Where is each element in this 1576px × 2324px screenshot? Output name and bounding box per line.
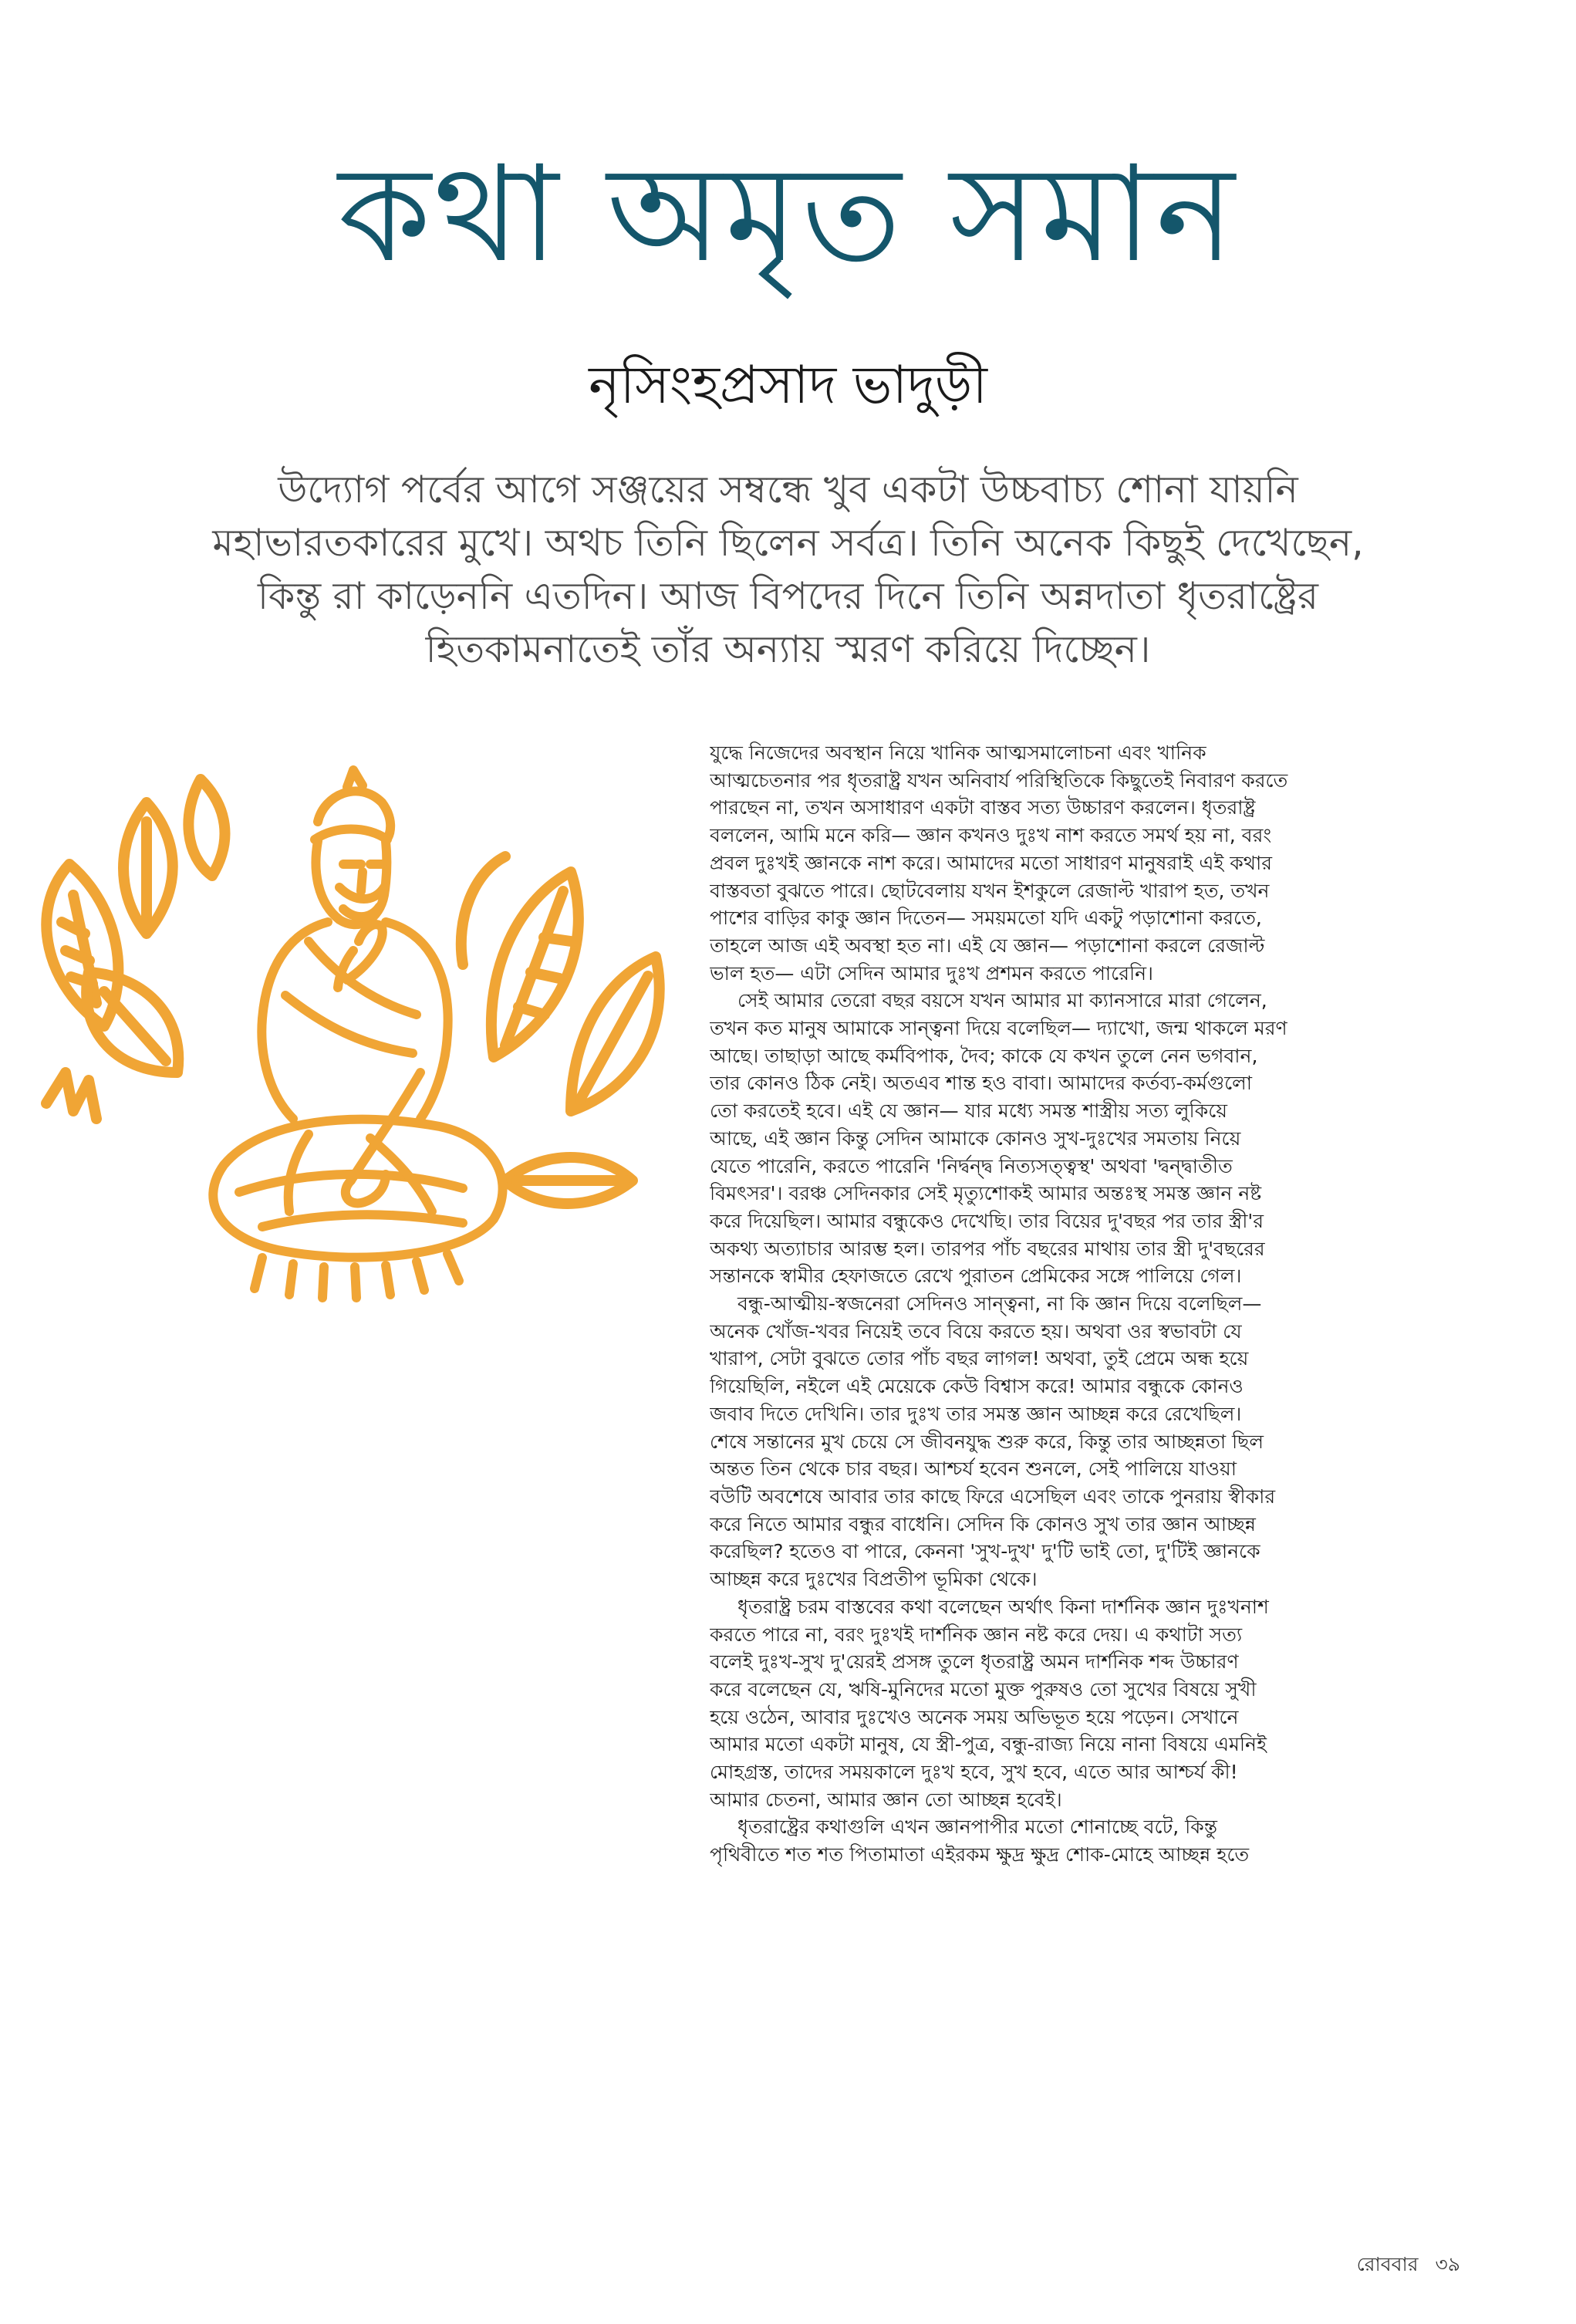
body-line: করে নিতে আমার বন্ধুর বাধেনি। সেদিন কি কোনও সুখ তার জ্ঞান আচ্ছন্ন xyxy=(710,1512,1256,1535)
body-line: অকথ্য অত্যাচার আরম্ভ হল। তারপর পাঁচ বছরের মাথায় তার স্ত্রী দু'বছরের xyxy=(710,1237,1265,1260)
body-line: শেষে সন্তানের মুখ চেয়ে সে জীবনযুদ্ধ শুরু করে, কিন্তু তার আচ্ছন্নতা ছিল xyxy=(710,1430,1264,1453)
body-line: তো করতেই হবে। এই যে জ্ঞান— যার মধ্যে সমস্ত শাস্ত্রীয় সত্য লুকিয়ে xyxy=(710,1100,1227,1123)
body-line: খারাপ, সেটা বুঝতে তোর পাঁচ বছর লাগল! অথবা, তুই প্রেমে অন্ধ হয়ে xyxy=(710,1347,1249,1370)
sage-illustration xyxy=(31,748,679,1304)
leaf-cluster-left xyxy=(46,779,224,1119)
author-byline: নৃসিংহপ্রসাদ ভাদুড়ী xyxy=(589,355,987,416)
body-line: পাশের বাড়ির কাকু জ্ঞান দিতেন— সময়মতো যদি একটু পড়াশোনা করতে, xyxy=(710,907,1262,930)
leaf xyxy=(188,779,224,876)
article-title: কথা অমৃত সমান xyxy=(338,137,1238,292)
body-line: বলেই দুঃখ-সুখ দু'য়েরই প্রসঙ্গ তুলে ধৃতরাষ্ট্র অমন দার্শনিক শব্দ উচ্চারণ xyxy=(710,1650,1239,1674)
body-line: করেছিল? হতেও বা পারে, কেননা 'সুখ-দুখ' দু'টি ভাই তো, দু'টিই জ্ঞানকে xyxy=(710,1540,1260,1563)
leaf xyxy=(46,1072,96,1119)
standfirst-line: উদ্যোগ পর্বের আগে সঞ্জয়ের সম্বন্ধে খুব একটা উচ্চবাচ্য শোনা যায়নি xyxy=(278,468,1298,512)
body-line: মোহগ্রস্ত, তাদের সময়কালে দুঃখ হবে, সুখ হবে, এতে আর আশ্চর্য কী! xyxy=(710,1761,1238,1784)
body-line: করে বলেছেন যে, ঋষি-মুনিদের মতো মুক্ত পুরুষও তো সুখের বিষয়ে সুখী xyxy=(710,1677,1257,1701)
body-line: প্রবল দুঃখই জ্ঞানকে নাশ করে। আমাদের মতো সাধারণ মানুষরাই এই কথার xyxy=(710,851,1272,874)
shawl xyxy=(309,941,417,1015)
body-line: পৃথিবীতে শত শত পিতামাতা এইরকম ক্ষুদ্র ক্ষুদ্র শোক-মোহে আচ্ছন্ন হতে xyxy=(710,1843,1250,1866)
magazine-name: রোববার xyxy=(1356,2253,1419,2275)
crossed-legs xyxy=(262,1214,463,1227)
body-line: বন্ধু-আত্মীয়-স্বজনেরা সেদিনও সান্ত্বনা, না কি জ্ঞান দিয়ে বলেছিল— xyxy=(737,1292,1262,1316)
body-line: বাস্তবতা বুঝতে পারে। ছোটবেলায় যখন ইশকুলে রেজাল্ট খারাপ হত, তখন xyxy=(710,879,1270,902)
body-line: করে দিয়েছিল। আমার বন্ধুকেও দেখেছি। তার বিয়ের দু'বছর পর তার স্ত্রী'র xyxy=(710,1209,1264,1232)
turban xyxy=(315,829,387,840)
standfirst xyxy=(116,463,1460,676)
article-body xyxy=(710,739,1435,2244)
standfirst-line: কিন্তু রা কাড়েননি এতদিন। আজ বিপদের দিনে তিনি অন্নদাতা ধৃতরাষ্ট্রের xyxy=(258,574,1318,618)
body-line: পারছেন না, তখন অসাধারণ একটা বাস্তব সত্য উচ্চারণ করলেন। ধৃতরাষ্ট্র xyxy=(710,796,1256,819)
body-line: অনেক খোঁজ-খবর নিয়েই তবে বিয়ে করতে হয়। অথবা ওর স্বভাবটা যে xyxy=(710,1319,1242,1343)
body-line: বউটি অবশেষে আবার তার কাছে ফিরে এসেছিল এবং তাকে পুনরায় স্বীকার xyxy=(710,1485,1276,1508)
body-line: আচ্ছন্ন করে দুঃখের বিপ্রতীপ ভূমিকা থেকে। xyxy=(710,1568,1038,1591)
body-line: তার কোনও ঠিক নেই। অতএব শান্ত হও বাবা। আমাদের কর্তব্য-কর্মগুলো xyxy=(710,1072,1253,1095)
face xyxy=(343,864,382,891)
body-line: হয়ে ওঠেন, আবার দুঃখেও অনেক সময় অভিভূত হয়ে পড়েন। সেখানে xyxy=(710,1705,1239,1728)
body-line: আমার চেতনা, আমার জ্ঞান তো আচ্ছন্ন হবেই। xyxy=(710,1788,1062,1811)
body-line: ধৃতরাষ্ট্রের কথাগুলি এখন জ্ঞানপাপীর মতো শোনাচ্ছে বটে, কিন্তু xyxy=(737,1816,1217,1839)
body-line: আছে। তাছাড়া আছে কর্মবিপাক, দৈব; কাকে যে কখন তুলে নেন ভগবান, xyxy=(710,1044,1258,1067)
body-line: করতে পারে না, বরং দুঃখই দার্শনিক জ্ঞান নষ্ট করে দেয়। এ কথাটা সত্য xyxy=(710,1623,1243,1646)
body-line: সেই আমার তেরো বছর বয়সে যখন আমার মা ক্যানসারে মারা গেলেন, xyxy=(737,989,1267,1012)
body-line: যুদ্ধে নিজেদের অবস্থান নিয়ে খানিক আত্মসমালোচনা এবং খানিক xyxy=(710,741,1206,764)
page-footer xyxy=(1357,2251,1460,2278)
body-line: জবাব দিতে দেখিনি। তার দুঃখ তার সমস্ত জ্ঞান আচ্ছন্ন করে রেখেছিল। xyxy=(710,1402,1242,1425)
body-line: ধৃতরাষ্ট্র চরম বাস্তবের কথা বলেছেন অর্থাৎ কিনা দার্শনিক জ্ঞান দুঃখনাশ xyxy=(737,1595,1269,1618)
body-line: সন্তানকে স্বামীর হেফাজতে রেখে পুরাতন প্রেমিকের সঙ্গে পালিয়ে গেল। xyxy=(710,1265,1242,1288)
body-line: বিমৎসর'। বরঞ্চ সেদিনকার সেই মৃত্যুশোকই আমার অন্তঃস্থ সমস্ত জ্ঞান নষ্ট xyxy=(710,1182,1262,1205)
seated-sage xyxy=(213,770,502,1298)
leaf xyxy=(461,856,505,964)
body-line: বললেন, আমি মনে করি— জ্ঞান কখনও দুঃখ নাশ করতে সমর্থ হয় না, বরং xyxy=(710,824,1272,847)
body-line: অন্তত তিন থেকে চার বছর। আশ্চর্য হবেন শুনলে, সেই পালিয়ে যাওয়া xyxy=(710,1458,1237,1481)
body-line: আত্মচেতনার পর ধৃতরাষ্ট্র যখন অনিবার্য পরিস্থিতিকে কিছুতেই নিবারণ করতে xyxy=(710,768,1288,792)
body-line: তখন কত মানুষ আমাকে সান্ত্বনা দিয়ে বলেছিল— দ্যাখো, জন্ম থাকলে মরণ xyxy=(710,1017,1287,1040)
page-number: ৩৯ xyxy=(1435,2253,1460,2275)
torso xyxy=(386,922,448,1119)
body-line: যেতে পারেনি, করতে পারেনি 'নির্দ্বন্দ্ব নিত্যসত্ত্বস্থ' অথবা 'দ্বন্দ্বাতীত xyxy=(710,1154,1233,1177)
body-line: গিয়েছিলি, নইলে এই মেয়েকে কেউ বিশ্বাস করে! আমার বন্ধুকে কোনও xyxy=(710,1375,1244,1398)
body-line: তাহলে আজ এই অবস্থা হত না। এই যে জ্ঞান— পড়াশোনা করলে রেজাল্ট xyxy=(710,934,1265,957)
standfirst-line: মহাভারতকারের মুখে। অথচ তিনি ছিলেন সর্বত্র। তিনি অনেক কিছুই দেখেছেন, xyxy=(212,521,1364,565)
standfirst-line: হিতকামনাতেই তাঁর অন্যায় স্মরণ করিয়ে দিচ্ছেন। xyxy=(425,627,1151,671)
turban xyxy=(347,770,363,787)
body-line: আমার মতো একটা মানুষ, যে স্ত্রী-পুত্র, বন্ধু-রাজ্য নিয়ে নানা বিষয়ে এমনিই xyxy=(710,1733,1267,1756)
body-line: আছে, এই জ্ঞান কিন্তু সেদিন আমাকে কোনও সুখ-দুঃখের সমতায় নিয়ে xyxy=(710,1127,1241,1150)
body-line: ভাল হত— এটা সেদিন আমার দুঃখ প্রশমন করতে পারেনি। xyxy=(710,961,1153,985)
